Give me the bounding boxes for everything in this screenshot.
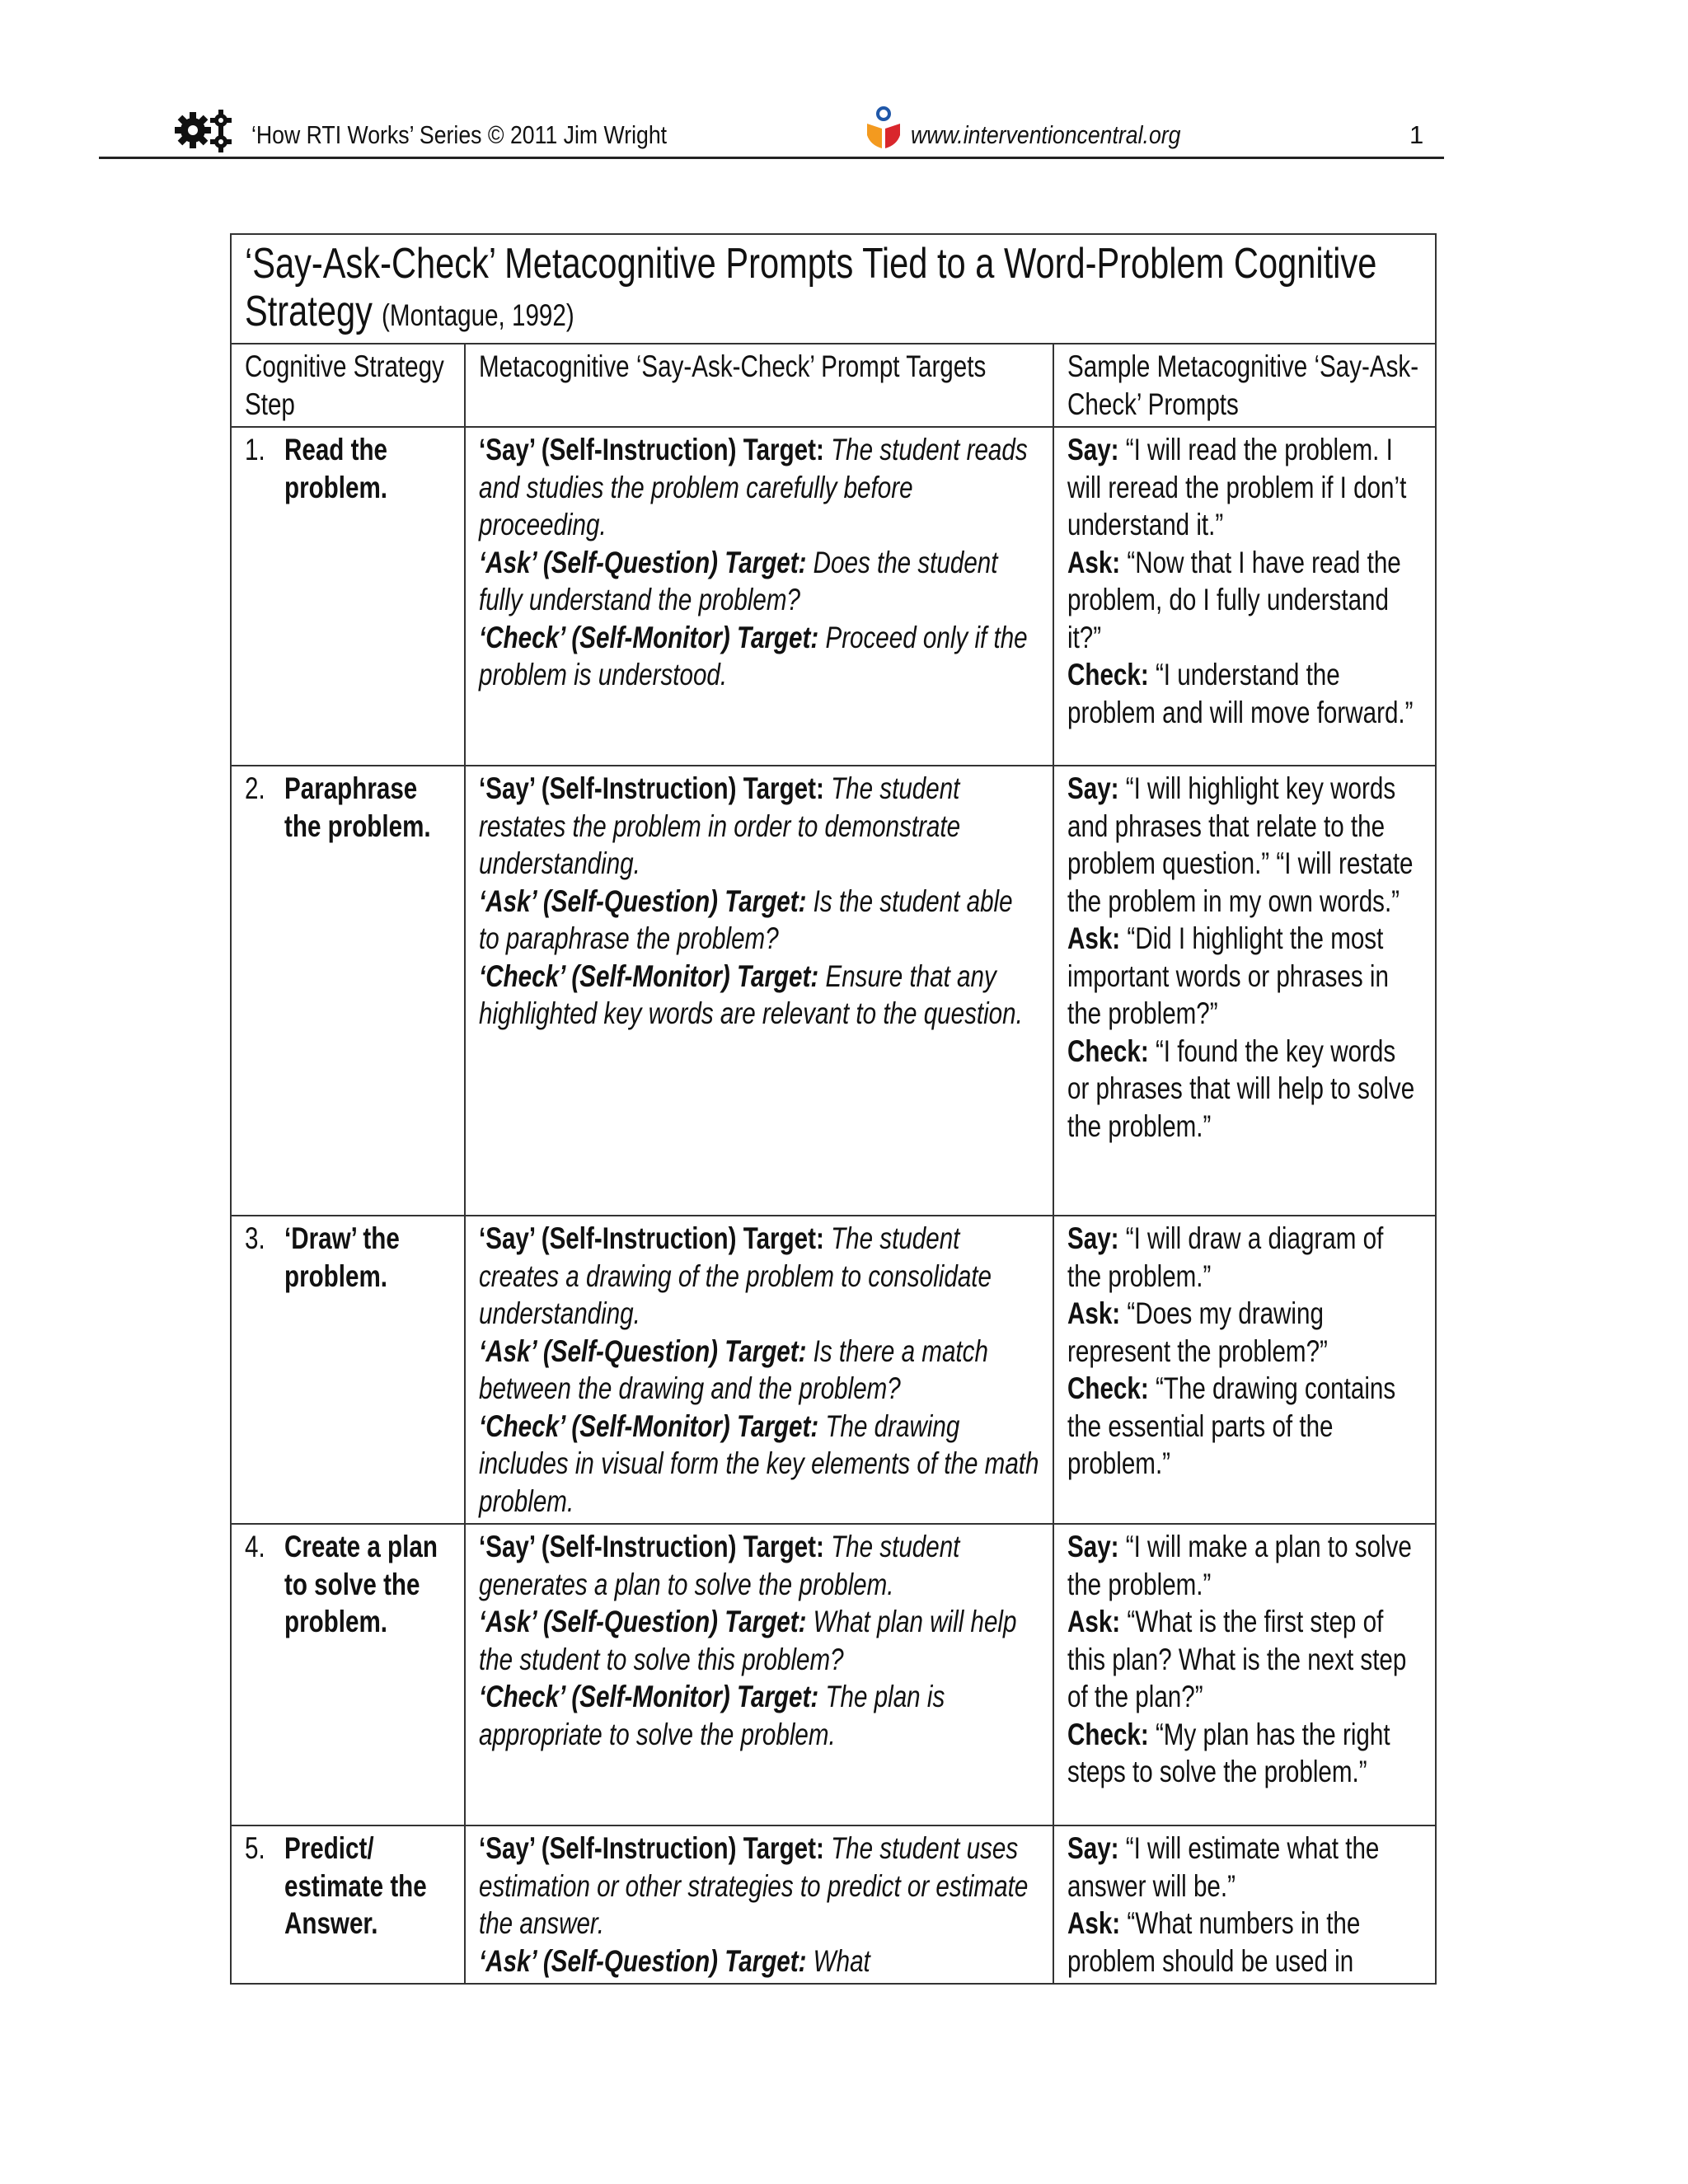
page-number: 1 — [1409, 120, 1424, 149]
step-number: 4. — [245, 1530, 265, 1563]
check-prompt-label: Check: — [1067, 1371, 1149, 1405]
say-target-label: ‘Say’ (Self-Instruction) Target: — [479, 1221, 824, 1255]
table-row — [231, 1524, 1436, 1825]
intervention-central-logo — [865, 105, 902, 152]
say-prompt-label: Say: — [1067, 433, 1119, 466]
table-title-cell — [231, 234, 1436, 344]
ask-target-label: ‘Ask’ (Self-Question) Target: — [479, 1333, 807, 1368]
check-target-label: ‘Check’ (Self-Monitor) Target: — [479, 1680, 819, 1713]
ask-prompt-label: Ask: — [1067, 1296, 1121, 1330]
say-prompt-text: “I will highlight key words and phrases that relate to the problem question.” “I will restate the problem in my own words.” — [1067, 771, 1414, 918]
table-row — [231, 1216, 1436, 1524]
ask-target-label: ‘Ask’ (Self-Question) Target: — [479, 1605, 807, 1638]
website-url: www.interventioncentral.org — [911, 120, 1181, 149]
ask-prompt-label: Ask: — [1067, 921, 1121, 955]
say-prompt-text: “I will make a plan to solve the problem.” — [1067, 1530, 1412, 1601]
prompt-targets-cell — [465, 427, 1053, 766]
ask-prompt-label: Ask: — [1067, 545, 1121, 579]
ask-prompt-label: Ask: — [1067, 1906, 1121, 1940]
check-prompt-text: “I understand the problem and will move forward.” — [1067, 658, 1414, 729]
table-title: ‘Say-Ask-Check’ Metacognitive Prompts Tied to a Word-Problem Cognitive Strategy — [245, 240, 1377, 335]
sample-prompts-cell — [1053, 1524, 1436, 1825]
check-target-label: ‘Check’ (Self-Monitor) Target: — [479, 958, 819, 993]
strategy-step-cell — [231, 1825, 465, 1984]
step-label: Predict/ estimate the Answer. — [284, 1831, 427, 1940]
check-prompt-label: Check: — [1067, 1033, 1149, 1068]
say-prompt-label: Say: — [1067, 1530, 1119, 1563]
strategy-step-cell — [231, 1216, 465, 1524]
sample-prompts-cell — [1053, 427, 1436, 766]
ask-target-label: ‘Ask’ (Self-Question) Target: — [479, 883, 807, 918]
say-target-label: ‘Say’ (Self-Instruction) Target: — [479, 1831, 824, 1865]
prompt-targets-cell — [465, 1216, 1053, 1524]
step-number: 3. — [245, 1221, 265, 1255]
prompt-targets-cell — [465, 1825, 1053, 1984]
ask-prompt-text: “What numbers in the problem should be used in — [1067, 1906, 1361, 1978]
step-label: Create a plan to solve the problem. — [284, 1530, 438, 1638]
say-target-text: The student uses estimation or other strategies to predict or estimate the answer. — [479, 1831, 1029, 1940]
say-target-text: The student creates a drawing of the problem to consolidate understanding. — [479, 1221, 992, 1330]
step-number: 1. — [245, 433, 265, 466]
say-target-text: The student generates a plan to solve the problem. — [479, 1530, 960, 1601]
say-target-label: ‘Say’ (Self-Instruction) Target: — [479, 433, 824, 466]
gears-icon — [173, 105, 239, 155]
sample-prompts-cell — [1053, 1825, 1436, 1984]
strategy-step-cell — [231, 1524, 465, 1825]
sample-prompts-cell — [1053, 1216, 1436, 1524]
ask-target-text: What — [813, 1943, 870, 1978]
ask-target-text: Is there a match between the drawing and the problem? — [479, 1333, 988, 1405]
ask-target-text: Does the student fully understand the problem? — [479, 545, 998, 616]
check-prompt-text: “The drawing contains the essential parts of the problem.” — [1067, 1371, 1396, 1480]
ask-target-label: ‘Ask’ (Self-Question) Target: — [479, 545, 807, 579]
step-number: 5. — [245, 1831, 265, 1865]
say-target-text: The student restates the problem in order to demonstrate understanding. — [479, 771, 961, 880]
prompt-targets-cell — [465, 766, 1053, 1216]
check-target-label: ‘Check’ (Self-Monitor) Target: — [479, 620, 819, 654]
step-label: ‘Draw’ the problem. — [284, 1221, 400, 1293]
check-target-text: The drawing includes in visual form the key elements of the math problem. — [479, 1408, 1039, 1518]
step-number: 2. — [245, 771, 265, 805]
ask-prompt-text: “Did I highlight the most important words or phrases in the problem?” — [1067, 921, 1389, 1030]
check-target-text: Proceed only if the problem is understood. — [479, 620, 1028, 691]
say-target-text: The student reads and studies the problem carefully before proceeding. — [479, 433, 1028, 541]
prompt-targets-cell — [465, 1524, 1053, 1825]
say-prompt-text: “I will estimate what the answer will be.” — [1067, 1831, 1380, 1903]
say-prompt-text: “I will draw a diagram of the problem.” — [1067, 1221, 1384, 1293]
strategy-step-cell — [231, 766, 465, 1216]
say-target-label: ‘Say’ (Self-Instruction) Target: — [479, 1530, 824, 1563]
page-header — [99, 105, 1442, 155]
check-prompt-label: Check: — [1067, 1717, 1149, 1751]
step-label: Paraphrase the problem. — [284, 771, 431, 843]
say-prompt-label: Say: — [1067, 1831, 1119, 1865]
table-row — [231, 766, 1436, 1216]
ask-prompt-text: “What is the first step of this plan? What is the next step of the plan?” — [1067, 1605, 1407, 1713]
ask-prompt-text: “Does my drawing represent the problem?” — [1067, 1296, 1328, 1368]
table-citation: (Montague, 1992) — [382, 298, 574, 332]
title-row — [231, 234, 1436, 344]
column-header: Metacognitive ‘Say-Ask-Check’ Prompt Targets — [465, 344, 1053, 427]
ask-target-text: Is the student able to paraphrase the problem? — [479, 883, 1013, 955]
check-prompt-label: Check: — [1067, 658, 1149, 691]
ask-target-label: ‘Ask’ (Self-Question) Target: — [479, 1943, 807, 1978]
check-prompt-text: “My plan has the right steps to solve the problem.” — [1067, 1717, 1390, 1788]
strategy-table — [230, 233, 1437, 1985]
say-target-label: ‘Say’ (Self-Instruction) Target: — [479, 771, 824, 805]
say-prompt-label: Say: — [1067, 771, 1119, 805]
check-target-label: ‘Check’ (Self-Monitor) Target: — [479, 1408, 819, 1443]
table-row — [231, 1825, 1436, 1984]
step-label: Read the problem. — [284, 433, 388, 504]
ask-prompt-text: “Now that I have read the problem, do I fully understand it?” — [1067, 545, 1401, 654]
check-target-text: Ensure that any highlighted key words are relevant to the question. — [479, 958, 1023, 1030]
check-prompt-text: “I found the key words or phrases that will help to solve the problem.” — [1067, 1033, 1415, 1143]
ask-target-text: What plan will help the student to solve this problem? — [479, 1605, 1017, 1676]
table-row — [231, 427, 1436, 766]
series-credit: ‘How RTI Works’ Series © 2011 Jim Wright — [251, 120, 668, 149]
header-rule — [99, 157, 1444, 159]
say-prompt-text: “I will read the problem. I will reread the problem if I don’t understand it.” — [1067, 433, 1407, 541]
column-header-row — [231, 344, 1436, 427]
column-header: Cognitive Strategy Step — [231, 344, 465, 427]
check-target-text: The plan is appropriate to solve the problem. — [479, 1680, 945, 1751]
column-header: Sample Metacognitive ‘Say-Ask-Check’ Prompts — [1053, 344, 1436, 427]
ask-prompt-label: Ask: — [1067, 1605, 1121, 1638]
sample-prompts-cell — [1053, 766, 1436, 1216]
say-prompt-label: Say: — [1067, 1221, 1119, 1255]
strategy-step-cell — [231, 427, 465, 766]
